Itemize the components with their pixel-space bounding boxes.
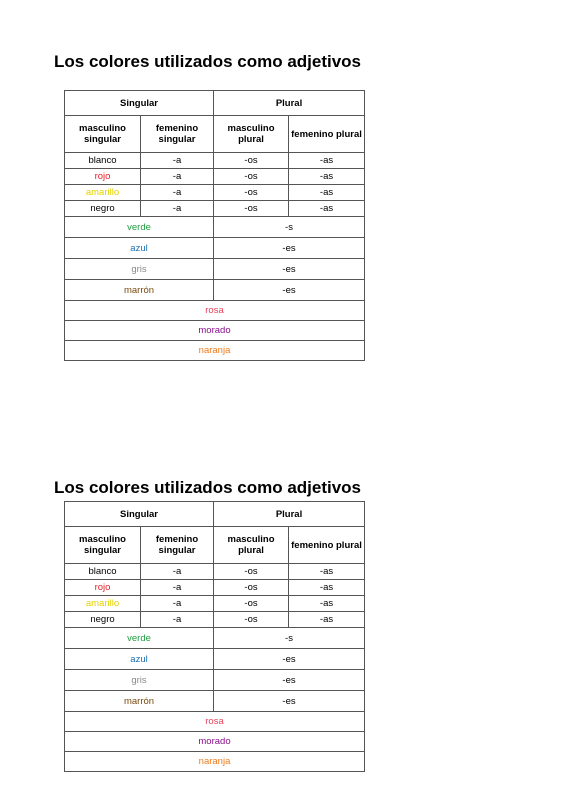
color-name: azul xyxy=(65,238,214,259)
fem-singular-ending: -a xyxy=(141,564,214,580)
plural-ending: -es xyxy=(214,238,365,259)
plural-ending: -es xyxy=(214,259,365,280)
masc-plural-ending: -os xyxy=(214,153,289,169)
color-name: rosa xyxy=(65,301,365,321)
plural-ending: -es xyxy=(214,280,365,301)
masc-plural-ending: -os xyxy=(214,169,289,185)
color-name: rojo xyxy=(65,580,141,596)
header-singular: Singular xyxy=(65,91,214,116)
color-name: azul xyxy=(65,649,214,670)
color-name: rojo xyxy=(65,169,141,185)
color-name: morado xyxy=(65,321,365,341)
fem-singular-ending: -a xyxy=(141,612,214,628)
subheader-masc-singular: masculino singular xyxy=(65,527,141,564)
color-name: negro xyxy=(65,201,141,217)
table-row xyxy=(65,732,365,752)
color-name: verde xyxy=(65,628,214,649)
table-row xyxy=(65,217,365,238)
plural-ending: -es xyxy=(214,670,365,691)
table-row xyxy=(65,321,365,341)
fem-plural-ending: -as xyxy=(289,169,365,185)
subheader-masc-singular: masculino singular xyxy=(65,116,141,153)
masc-plural-ending: -os xyxy=(214,580,289,596)
fem-plural-ending: -as xyxy=(289,580,365,596)
table-subheader-row xyxy=(65,527,365,564)
fem-singular-ending: -a xyxy=(141,153,214,169)
page-title: Los colores utilizados como adjetivos xyxy=(54,52,362,71)
table-row xyxy=(65,564,365,580)
fem-plural-ending: -as xyxy=(289,564,365,580)
plural-ending: -s xyxy=(214,628,365,649)
table-subheader-row xyxy=(65,116,365,153)
table-row xyxy=(65,169,365,185)
plural-ending: -es xyxy=(214,691,365,712)
table-header-row xyxy=(65,91,365,116)
masc-plural-ending: -os xyxy=(214,564,289,580)
color-name: naranja xyxy=(65,341,365,361)
color-name: morado xyxy=(65,732,365,752)
color-name: gris xyxy=(65,259,214,280)
table-row xyxy=(65,341,365,361)
masc-plural-ending: -os xyxy=(214,596,289,612)
fem-plural-ending: -as xyxy=(289,153,365,169)
table-row xyxy=(65,752,365,772)
page-title: Los colores utilizados como adjetivos xyxy=(54,478,362,497)
colors-table xyxy=(64,501,365,772)
fem-plural-ending: -as xyxy=(289,201,365,217)
table-row xyxy=(65,691,365,712)
header-singular: Singular xyxy=(65,502,214,527)
table-row xyxy=(65,280,365,301)
table-row xyxy=(65,259,365,280)
color-name: verde xyxy=(65,217,214,238)
color-name: blanco xyxy=(65,564,141,580)
plural-ending: -es xyxy=(214,649,365,670)
table-row xyxy=(65,628,365,649)
subheader-fem-singular: femenino singular xyxy=(141,527,214,564)
subheader-masc-plural: masculino plural xyxy=(214,116,289,153)
color-name: naranja xyxy=(65,752,365,772)
table-row xyxy=(65,712,365,732)
table-row xyxy=(65,649,365,670)
subheader-fem-singular: femenino singular xyxy=(141,116,214,153)
subheader-fem-plural: femenino plural xyxy=(289,527,365,564)
fem-plural-ending: -as xyxy=(289,596,365,612)
color-name: gris xyxy=(65,670,214,691)
color-name: negro xyxy=(65,612,141,628)
masc-plural-ending: -os xyxy=(214,185,289,201)
fem-plural-ending: -as xyxy=(289,612,365,628)
table-row xyxy=(65,185,365,201)
table-row xyxy=(65,670,365,691)
header-plural: Plural xyxy=(214,91,365,116)
masc-plural-ending: -os xyxy=(214,612,289,628)
color-name: rosa xyxy=(65,712,365,732)
fem-singular-ending: -a xyxy=(141,169,214,185)
color-name: amarillo xyxy=(65,596,141,612)
subheader-fem-plural: femenino plural xyxy=(289,116,365,153)
color-name: marrón xyxy=(65,691,214,712)
table-row xyxy=(65,153,365,169)
table-row xyxy=(65,612,365,628)
colors-table xyxy=(64,90,365,361)
color-name: blanco xyxy=(65,153,141,169)
fem-plural-ending: -as xyxy=(289,185,365,201)
masc-plural-ending: -os xyxy=(214,201,289,217)
table-row xyxy=(65,238,365,259)
fem-singular-ending: -a xyxy=(141,580,214,596)
table-row xyxy=(65,301,365,321)
color-name: amarillo xyxy=(65,185,141,201)
table-row xyxy=(65,201,365,217)
fem-singular-ending: -a xyxy=(141,201,214,217)
color-name: marrón xyxy=(65,280,214,301)
fem-singular-ending: -a xyxy=(141,596,214,612)
fem-singular-ending: -a xyxy=(141,185,214,201)
header-plural: Plural xyxy=(214,502,365,527)
subheader-masc-plural: masculino plural xyxy=(214,527,289,564)
plural-ending: -s xyxy=(214,217,365,238)
table-header-row xyxy=(65,502,365,527)
table-row xyxy=(65,596,365,612)
table-row xyxy=(65,580,365,596)
